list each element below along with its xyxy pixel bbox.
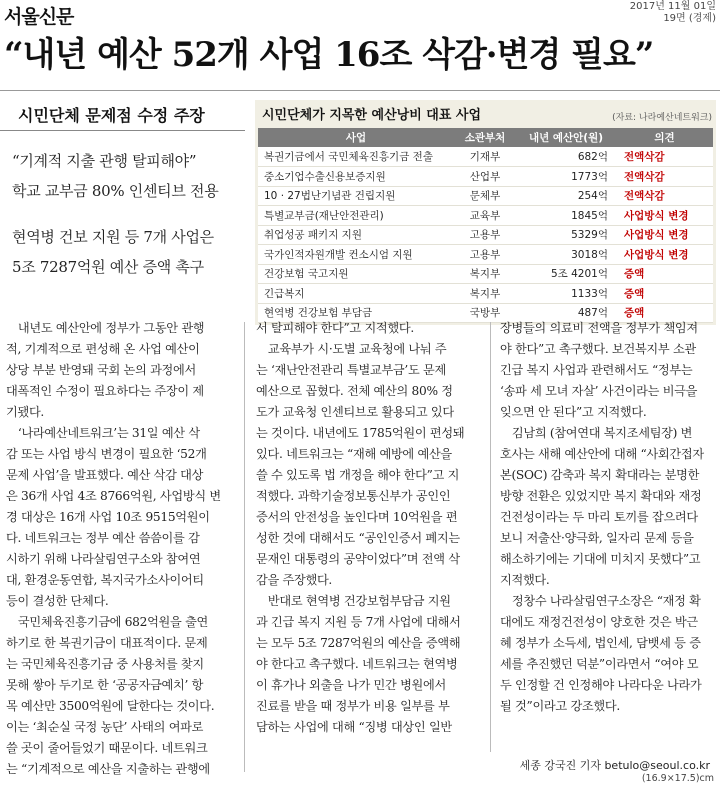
row-budget: 1133억 — [516, 284, 616, 304]
table-row — [258, 206, 713, 226]
subhead-line: 학교 교부금 80% 인센티브 전용 — [12, 182, 219, 200]
body-column-3 — [500, 318, 716, 717]
body-text-line: 대폭적인 수정이 필요하다는 주장이 제 — [6, 384, 204, 398]
body-text-line: 대, 환경운동연합, 복지국가소사이어티 — [6, 573, 204, 587]
body-text-line: 이 휴가나 외출을 나가 민간 병원에서 — [256, 678, 446, 692]
body-text-line: 본(SOC) 감축과 복지 확대라는 분명한 — [500, 468, 700, 482]
table-title: 시민단체가 지목한 예산낭비 대표 사업 — [262, 108, 482, 123]
body-text-line: 잊으면 안 된다”고 지적했다. — [500, 405, 647, 419]
body-text-line: 정창수 나라살림연구소장은 “재정 확 — [500, 594, 701, 608]
publication-date: 2017년 11월 01일 — [629, 1, 716, 12]
row-opinion: 증액 — [616, 284, 713, 304]
table-row — [258, 264, 713, 284]
body-text-line: 야 한다고 촉구했다. 네트워크는 현역병 — [256, 657, 458, 671]
table-row — [258, 225, 713, 245]
row-opinion: 전액삭감 — [616, 186, 713, 206]
body-text-line: 기됐다. — [6, 405, 44, 419]
row-budget: 682억 — [516, 147, 616, 167]
body-text-line: 도가 교육청 인센티브로 활용되고 있다 — [256, 405, 454, 419]
body-text-line: 지적했다. — [500, 573, 550, 587]
column-divider — [490, 322, 491, 752]
body-column-1 — [6, 318, 238, 780]
body-text-line: 증서의 안전성을 높인다며 10억원을 편 — [256, 510, 458, 524]
body-text-line: 경 대상은 16개 사업 10조 9515억원이 — [6, 510, 210, 524]
body-text-line: 혜 정부가 소득세, 법인세, 담뱃세 등 증 — [500, 636, 701, 650]
column-divider — [244, 322, 245, 772]
header-ministry: 소관부처 — [454, 128, 516, 147]
row-budget: 1773억 — [516, 167, 616, 187]
header-budget: 내년 예산안(원) — [516, 128, 616, 147]
body-text-line: 반대로 현역병 건강보험부담금 지원 — [256, 594, 451, 608]
article-headline: “내년 예산 52개 사업 16조 삭감·변경 필요” — [4, 35, 654, 75]
body-text-line: 김남희 (참여연대 복지조세팀장) 변 — [500, 426, 693, 440]
body-text-line: 는 국민체육진흥기금 중 사용처를 찾지 — [6, 657, 204, 671]
body-text-line: 는 “기계적으로 예산을 지출하는 관행에 — [6, 762, 210, 776]
body-text-line: 담하는 사업에 대해 “징병 대상인 일반 — [256, 720, 452, 734]
row-project: 취업성공 패키지 지원 — [258, 225, 454, 245]
body-text-line: 과 긴급 복지 지원 등 7개 사업에 대해서 — [256, 615, 461, 629]
body-column-2 — [256, 318, 488, 738]
row-project: 특별교부금(재난안전관리) — [258, 206, 454, 226]
row-opinion: 증액 — [616, 264, 713, 284]
table-row — [258, 186, 713, 206]
body-text-line: 는 것이다. 내년에도 1785억원이 편성돼 — [256, 426, 465, 440]
body-text-line: 성한 것에 대해서도 “공인인증서 폐지는 — [256, 531, 460, 545]
page-section: 19면 (경제) — [663, 13, 716, 24]
row-project: 건강보험 국고지원 — [258, 264, 454, 284]
row-opinion: 전액삭감 — [616, 147, 713, 167]
body-text-line: 장병들의 의료비 전액을 정부가 책임져 — [500, 321, 698, 335]
body-text-line: ‘나라예산네트워크’는 31일 예산 삭 — [6, 426, 200, 440]
body-text-line: 못해 쌓아 두기로 한 ‘공공자금예치’ 항 — [6, 678, 204, 692]
body-text-line: 적, 기계적으로 편성해 온 사업 예산이 — [6, 342, 200, 356]
body-text-line: 방향 전환은 있었지만 복지 확대와 재정 — [500, 489, 702, 503]
row-ministry: 산업부 — [454, 167, 516, 187]
row-opinion: 사업방식 변경 — [616, 245, 713, 265]
row-project: 10 · 27법난기념관 건립지원 — [258, 186, 454, 206]
body-text-line: 예산으로 꼽혔다. 전체 예산의 80% 정 — [256, 384, 453, 398]
body-text-line: 있다. 네트워크는 “재해 예방에 예산을 — [256, 447, 452, 461]
row-budget: 3018억 — [516, 245, 616, 265]
table-row — [258, 284, 713, 304]
body-text-line: 호사는 새해 예산안에 대해 “사회간접자 — [500, 447, 704, 461]
body-text-line: 는 모두 5조 7287억원의 예산을 증액해 — [256, 636, 461, 650]
body-text-line: 감 또는 사업 방식 변경이 필요한 ‘52개 — [6, 447, 207, 461]
header-project: 사업 — [258, 128, 454, 147]
row-ministry: 고용부 — [454, 245, 516, 265]
newspaper-masthead: 서울신문 — [4, 6, 74, 28]
header-opinion: 의견 — [616, 128, 713, 147]
body-text-line: 문제 사업’을 발표했다. 예산 삭감 대상 — [6, 468, 204, 482]
row-budget: 487억 — [516, 303, 616, 323]
row-budget: 1845억 — [516, 206, 616, 226]
row-ministry: 고용부 — [454, 225, 516, 245]
reporter-byline: 세종 강국진 기자 betulo@seoul.co.kr — [519, 759, 710, 772]
subhead-line: “기계적 지출 관행 탈피해야” — [12, 152, 197, 170]
body-text-line: 쓸 수 있도록 법 개정을 해야 한다”고 지 — [256, 468, 460, 482]
table-source: (자료: 나라예산네트워크) — [612, 113, 712, 123]
row-project: 중소기업수출신용보증지원 — [258, 167, 454, 187]
row-budget: 254억 — [516, 186, 616, 206]
body-text-line: 대에도 재정건전성이 양호한 것은 박근 — [500, 615, 698, 629]
body-text-line: 보니 저출산·양극화, 일자리 문제 등을 — [500, 531, 694, 545]
row-ministry: 복지부 — [454, 264, 516, 284]
body-text-line: 긴급 복지 사업과 관련해서도 “정부는 — [500, 363, 693, 377]
body-text-line: 될 것”이라고 강조했다. — [500, 699, 620, 713]
body-text-line: 이는 ‘최순실 국정 농단’ 사태의 여파로 — [6, 720, 204, 734]
body-text-line: 적했다. 과학기술정보통신부가 공인인 — [256, 489, 451, 503]
row-project: 국가인적자원개발 컨소시엄 지원 — [258, 245, 454, 265]
table-row — [258, 167, 713, 187]
budget-table — [258, 128, 713, 323]
body-text-line: 쓸 곳이 줄어들었기 때문이다. 네트워크 — [6, 741, 208, 755]
row-ministry: 국방부 — [454, 303, 516, 323]
body-text-line: 건전성이라는 두 마리 토끼를 잡으려다 — [500, 510, 698, 524]
subhead-divider — [0, 130, 245, 131]
body-text-line: 은 36개 사업 4조 8766억원, 사업방식 변 — [6, 489, 221, 503]
row-opinion: 사업방식 변경 — [616, 225, 713, 245]
table-header-row — [258, 128, 713, 147]
body-text-line: 하기로 한 복권기금이 대표적이다. 문제 — [6, 636, 208, 650]
row-ministry: 교육부 — [454, 206, 516, 226]
body-text-line: ‘송파 세 모녀 자살’ 사건이라는 비극을 — [500, 384, 698, 398]
article-size-note: (16.9×17.5)cm — [641, 773, 714, 784]
body-text-line: 두 인정할 건 인정해야 나라다운 나라가 — [500, 678, 702, 692]
body-text-line: 세를 추진했던 덕분”이라면서 “여야 모 — [500, 657, 699, 671]
body-text-line: 진료를 받을 때 정부가 비용 일부를 부 — [256, 699, 450, 713]
body-text-line: 는 ‘재난안전관리 특별교부금’도 문제 — [256, 363, 446, 377]
subhead-line: 5조 7287억원 예산 증액 촉구 — [12, 258, 204, 276]
body-text-line: 다. 네트워크는 정부 예산 씀씀이를 감 — [6, 531, 200, 545]
row-budget: 5조 4201억 — [516, 264, 616, 284]
row-ministry: 기재부 — [454, 147, 516, 167]
body-text-line: 내년도 예산안에 정부가 그동안 관행 — [6, 321, 205, 335]
body-text-line: 해소하기에는 기대에 미치지 못했다”고 — [500, 552, 701, 566]
row-ministry: 복지부 — [454, 284, 516, 304]
body-text-line: 서 탈피해야 한다”고 지적했다. — [256, 321, 414, 335]
body-text-line: 문재인 대통령의 공약이었다”며 전액 삭 — [256, 552, 460, 566]
body-text-line: 목 예산만 3500억원에 달한다는 것이다. — [6, 699, 215, 713]
table-row — [258, 147, 713, 167]
body-text-line: 시하기 위해 나라살림연구소와 참여연 — [6, 552, 201, 566]
row-project: 긴급복지 — [258, 284, 454, 304]
row-budget: 5329억 — [516, 225, 616, 245]
body-text-line: 교육부가 시·도별 교육청에 나눠 주 — [256, 342, 447, 356]
row-opinion: 전액삭감 — [616, 167, 713, 187]
headline-divider — [0, 90, 720, 91]
subhead-line: 현역병 건보 지원 등 7개 사업은 — [12, 228, 214, 246]
row-project: 현역병 건강보험 부담금 — [258, 303, 454, 323]
body-text-line: 상당 부분 반영돼 국회 논의 과정에서 — [6, 363, 196, 377]
body-text-line: 감을 주장했다. — [256, 573, 332, 587]
row-opinion: 증액 — [616, 303, 713, 323]
subhead-title: 시민단체 문제점 수정 주장 — [18, 106, 205, 125]
row-opinion: 사업방식 변경 — [616, 206, 713, 226]
row-project: 복권기금에서 국민체육진흥기금 전출 — [258, 147, 454, 167]
body-text-line: 국민체육진흥기금에 682억원을 출연 — [6, 615, 209, 629]
table-row — [258, 245, 713, 265]
row-ministry: 문체부 — [454, 186, 516, 206]
body-text-line: 등이 결성한 단체다. — [6, 594, 109, 608]
body-text-line: 야 한다”고 촉구했다. 보건복지부 소관 — [500, 342, 696, 356]
dateline — [630, 1, 716, 25]
